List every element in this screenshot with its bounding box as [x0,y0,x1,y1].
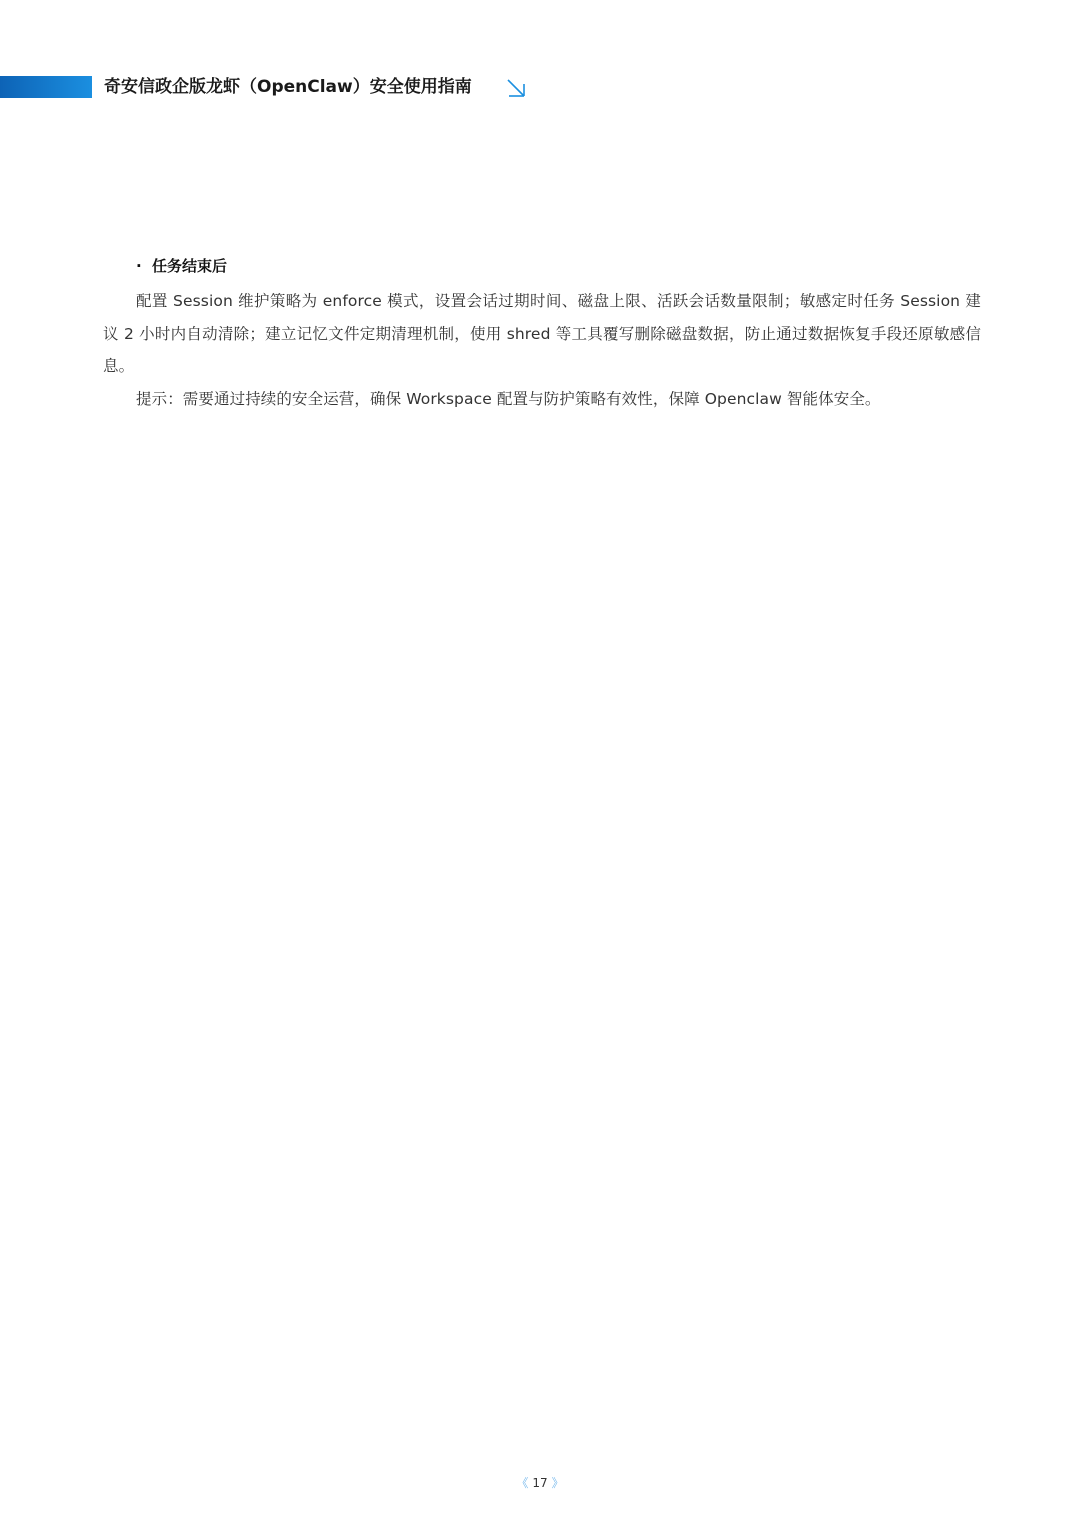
bullet-marker: · [136,257,142,275]
section-heading [103,253,981,279]
page-footer [0,1473,1080,1493]
paragraph-tip: 提示：需要通过持续的安全运营，确保 Workspace 配置与防护策略有效性，保障 Openclaw 智能体安全。 [136,389,881,408]
right-bracket: 》 [551,1476,564,1490]
page-number: 17 [532,1476,548,1490]
document-title: 奇安信政企版龙虾（OpenClaw）安全使用指南 [104,77,472,97]
arrow-down-right-icon [506,78,526,98]
left-bracket: 《 [516,1476,529,1490]
main-content [103,253,981,415]
section-heading-text: 任务结束后 [152,257,228,275]
header-accent-bar [0,76,92,98]
paragraph-session-policy: 配置 Session 维护策略为 enforce 模式，设置会话过期时间、磁盘上限、活跃会话数量限制；敏感定时任务 Session 建议 2 小时内自动清除；建立记忆文件定期清理机制，使用 shred 等工具覆写删除磁盘数据，防止通过数据恢复手段还原敏感信息。 [103,292,981,375]
